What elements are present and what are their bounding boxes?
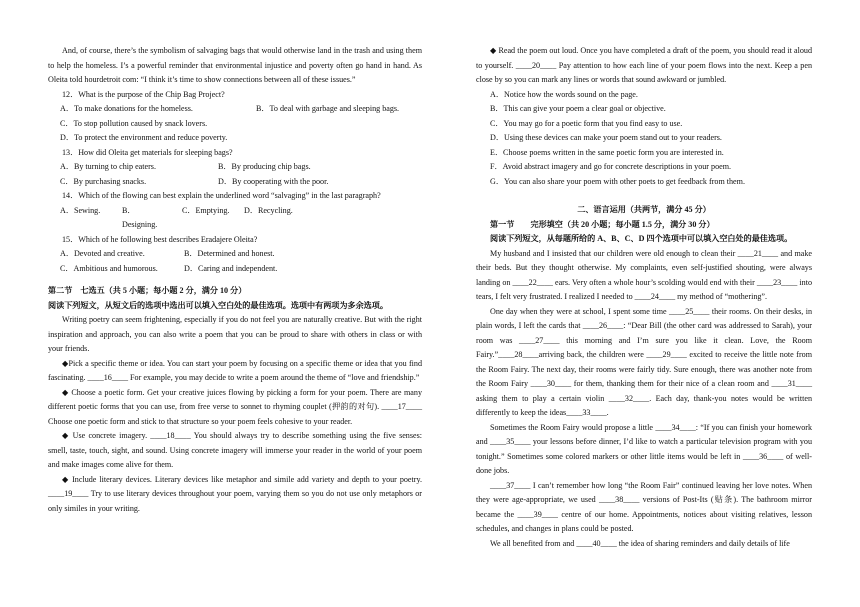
option-row [48, 262, 422, 277]
question-12 [48, 88, 422, 146]
question-stem: 13．How did Oleita get materials for sleeping bags? [62, 147, 233, 157]
passage-paragraph: ◆ Choose a poetic form. Get your creative juices flowing by picking a form for your poem. There are many different poetic forms that you can use, from free verse to sonnet to rhyming couplet (押韵的对句). ____17____ Choose one poetic form and stick to that structure so your poem feels cohesive to your reader. [48, 387, 422, 426]
option[interactable]: C．You may go for a poetic form that you find easy to use. [490, 118, 683, 128]
option-row [48, 247, 422, 262]
passage-paragraph: ◆ Use concrete imagery. ____18____ You should always try to describe something using the five senses: smell, taste, touch, sight, and sound. Using concrete imagery will immerse your reader in the world of your poem and make images come alive for them. [48, 431, 422, 469]
passage-paragraph: Writing poetry can seem frightening, especially if you do not feel you are naturally creative. But with the right inspiration and approach, you can also write a poem that you can be proud to share with others in class or with your friends. [48, 315, 422, 353]
option[interactable]: B．Determined and honest. [184, 249, 275, 258]
option[interactable]: G．You can also share your poem with other poets to get feedback from them. [490, 176, 745, 186]
option[interactable]: B．This can give your poem a clear goal or objective. [490, 104, 666, 113]
passage-paragraph: One day when they were at school, I spent some time ____25____ their rooms. On their desks, in plain words, I left the cards that ____26____: “Dear Bill (the other card was addressed to Sarah), your room was ____27____ this morning and I’m sure you like it clean. Love, the Room Fairy.”____28____arriving back, the children were ____29____ excited to receive the little note from the Room Fairy. The next day, their rooms were fairly tidy. Sure enough, there was another note from the Room Fairy ____30____ for them, thanking them for their nice of a clean room and ____31____ asking them to play a certain violin ____32____. Each day, thank-you notes would be written differently to keep the ideas____33____. [476, 306, 812, 417]
option[interactable]: C．Emptying. [182, 205, 230, 215]
left-column [48, 44, 422, 516]
passage-paragraph: My husband and I insisted that our children were old enough to clean their ____21____ and make their beds. But they thought otherwise. My complaints, even self-justified shouting, were always landing on ____22____ ears. Very often a whole hour’s scolding would end with their ____23____ into tears, I felt very frustrated. I realized I needed to ____24____ my method of “mothering”. [476, 248, 812, 301]
option[interactable]: B．By producing chip bags. [218, 162, 311, 171]
passage-paragraph: Sometimes the Room Fairy would propose a little ____34____: “If you can finish your homework and ____35____ your lessons before dinner, I’d like to watch a particular television program with you tonight.” Sometimes some colored markers or other little items would be left in ____36____ of well-done jobs. [476, 422, 812, 475]
option-row [48, 160, 422, 175]
spacer [48, 276, 422, 284]
section-heading: 第一节 完形填空（共 20 小题；每小题 1.5 分，满分 30 分） [490, 219, 715, 229]
option[interactable]: D．Caring and independent. [184, 263, 278, 273]
option[interactable]: A．Devoted and creative. [60, 249, 145, 258]
question-stem: 14．Which of the flowing can best explain the underlined word “salvaging” in the last paragraph? [62, 191, 381, 200]
option[interactable]: A．To make donations for the homeless. [60, 104, 193, 113]
option[interactable]: F．Avoid abstract imagery and go for concrete descriptions in your poem. [490, 162, 732, 171]
option[interactable]: A．By turning to chip eaters. [60, 162, 156, 171]
option[interactable]: C．To stop pollution caused by snack lovers. [60, 118, 208, 128]
passage-paragraph: ◆ Read the poem out loud. Once you have completed a draft of the poem, you should read it aloud to yourself. ____20____ Pay attention to how each line of your poem flows into the next. Keep a pen close by so you can mark any lines or words that sound awkward or jumbled. [476, 46, 812, 84]
option-row [48, 204, 422, 233]
part-heading: 二、语言运用（共两节，满分 45 分） [577, 205, 711, 214]
option[interactable]: A．Sewing. [60, 205, 101, 215]
question-stem: 12．What is the purpose of the Chip Bag Project? [62, 89, 225, 99]
option[interactable]: B．To deal with garbage and sleeping bags. [256, 104, 400, 113]
option[interactable]: D．To protect the environment and reduce poverty. [60, 133, 228, 142]
option-list [476, 88, 812, 190]
question-stem: 15．Which of he following best describes Eradajere Oleita? [62, 234, 258, 244]
option[interactable]: D．Recycling. [244, 205, 293, 215]
option[interactable]: D．By cooperating with the poor. [218, 176, 329, 186]
passage-paragraph: ____37____ I can’t remember how long “the Room Fair” continued leaving her love notes. When they were age-appropriate, we used ____38____ versions of Post-Its (贴条). The bathroom mirror became the ____39____ centre of our home. Appointments, notices about visiting relatives, lesson schedules, and changes in plans could be posted. [476, 480, 812, 533]
section-heading: 第二节 七选五（共 5 小题；每小题 2 分，满分 10 分） [48, 286, 247, 295]
option-row [48, 131, 422, 146]
option[interactable]: B．Designing. [122, 205, 158, 229]
option[interactable]: D．Using these devices can make your poem stand out to your readers. [490, 133, 722, 142]
section-instruction: 阅读下列短文，从每题所给的 A、B、C、D 四个选项中可以填入空白处的最佳选项。 [490, 234, 793, 243]
option[interactable]: A．Notice how the words sound on the page. [490, 89, 638, 99]
option-row [48, 175, 422, 190]
option[interactable]: C．By purchasing snacks. [60, 176, 147, 186]
passage-paragraph: And, of course, there’s the symbolism of salvaging bags that would otherwise land in the trash and using them to help the homeless. I’s a powerful reminder that environmental injustice and poverty often go hand in hand. As Oleita told hourdetroit com: “I think it’s time to show connections between all of these issues.” [48, 46, 422, 84]
question-15 [48, 233, 422, 277]
section-instruction: 阅读下列短文，从短文后的选项中选出可以填入空白处的最佳选项。选项中有两项为多余选项。 [48, 300, 388, 310]
passage-paragraph: ◆ Include literary devices. Literary devices like metaphor and simile add variety and depth to your poetry. ____19____ Try to use literary devices throughout your poem, varying them so you do not use only metaphors or only similes in your writing. [48, 474, 422, 513]
question-13 [48, 146, 422, 190]
passage-paragraph: ◆Pick a specific theme or idea. You can start your poem by focusing on a specific theme or idea that you find fascinating. ____16____ For example, you may decide to write a poem around the theme of “love and friendship.” [48, 358, 422, 382]
option[interactable]: E．Choose poems written in the same poetic form you are interested in. [490, 147, 724, 157]
option-row [48, 102, 422, 117]
right-column [476, 44, 812, 551]
option-row [48, 117, 422, 132]
spacer [476, 189, 812, 203]
question-14 [48, 189, 422, 233]
option[interactable]: C．Ambitious and humorous. [60, 263, 158, 273]
passage-paragraph: We all benefited from and ____40____ the idea of sharing reminders and daily details of life [490, 538, 790, 548]
